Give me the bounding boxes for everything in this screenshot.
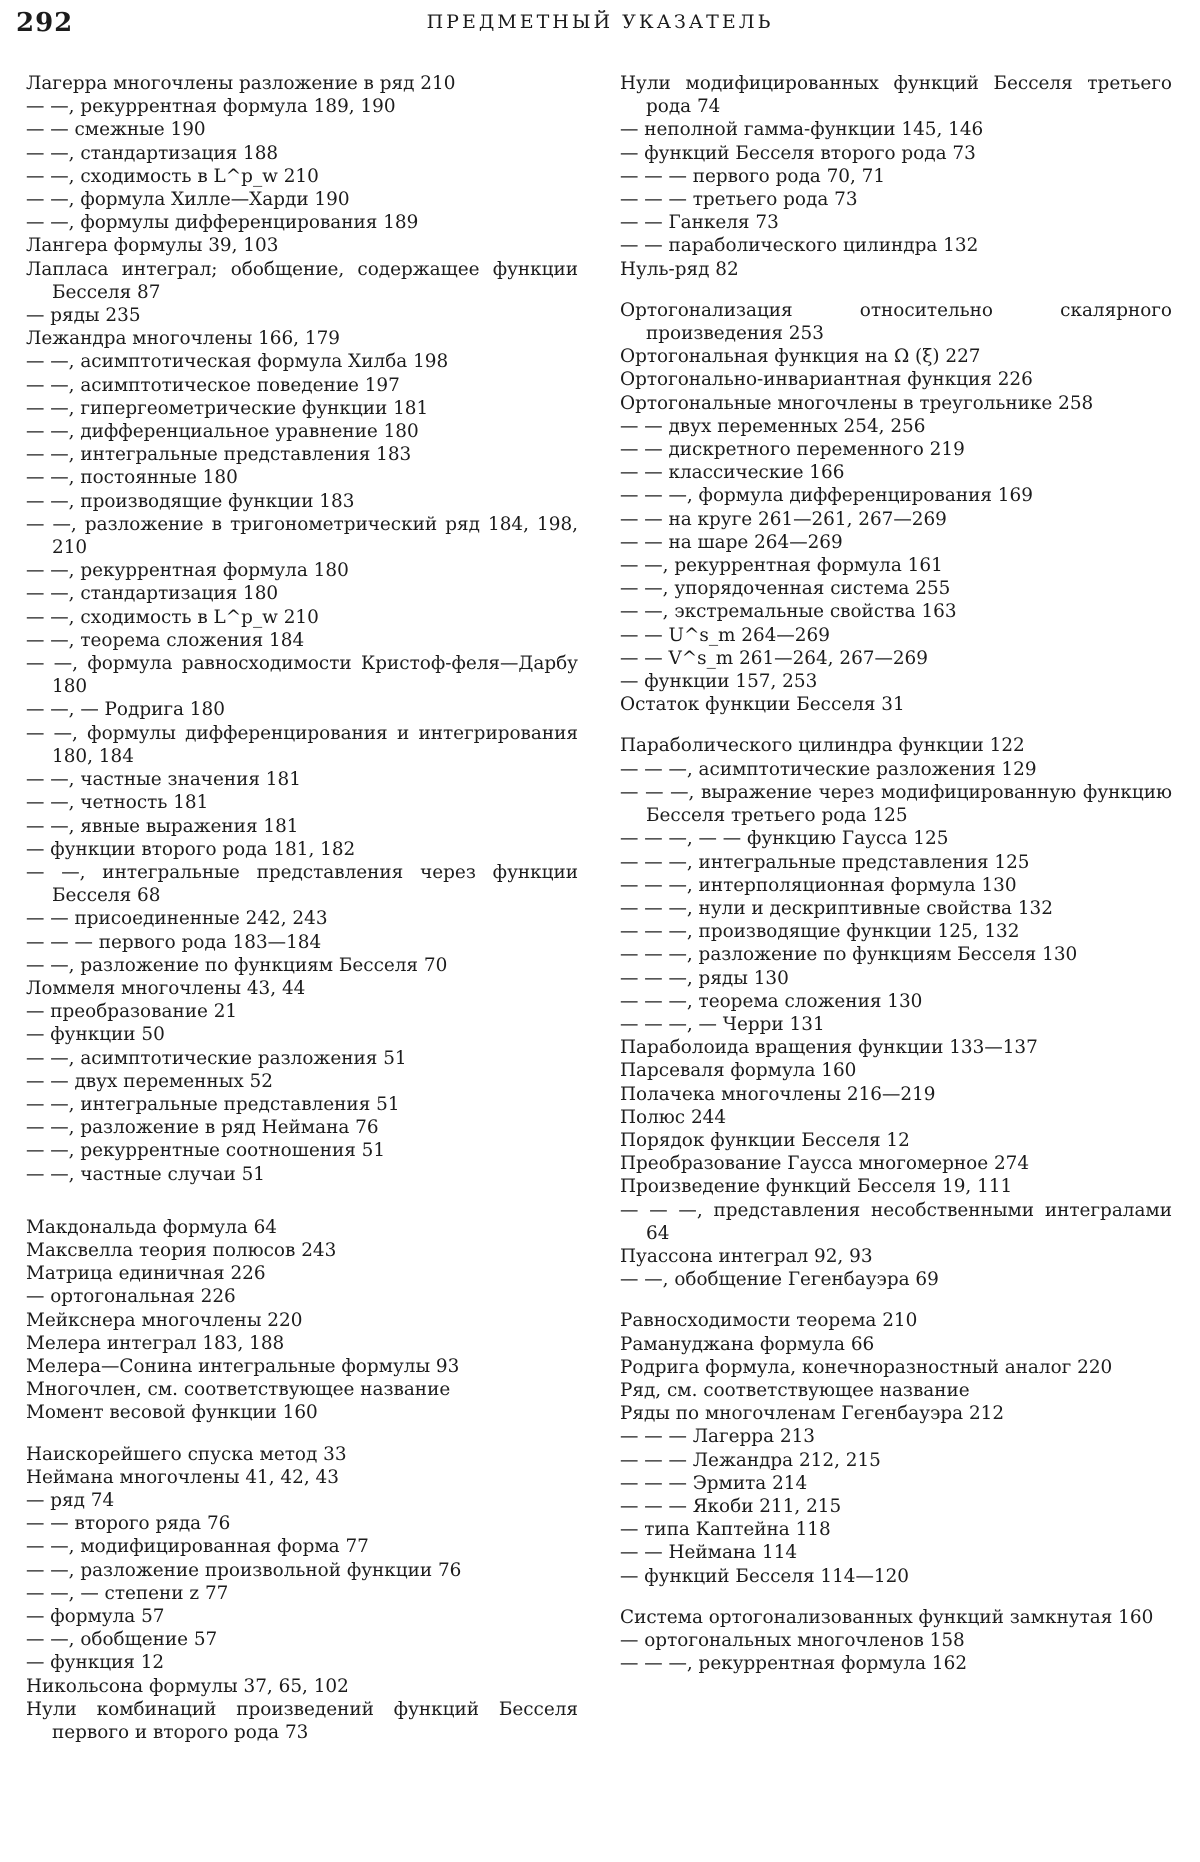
- index-entry: — — —, — — функцию Гаусса 125: [620, 827, 1172, 850]
- index-entry: — —, формула Хилле—Харди 190: [26, 188, 578, 211]
- index-entry: — —, экстремальные свойства 163: [620, 600, 1172, 623]
- index-entry: — —, постоянные 180: [26, 466, 578, 489]
- index-column-left: [26, 72, 578, 1744]
- index-entry: — —, производящие функции 183: [26, 490, 578, 513]
- index-entry: — — смежные 190: [26, 118, 578, 141]
- index-entry: — — двух переменных 254, 256: [620, 415, 1172, 438]
- index-entry: — —, теорема сложения 184: [26, 629, 578, 652]
- index-entry: — —, интегральные представления через функции Бесселя 68: [26, 861, 578, 907]
- index-entry: — —, дифференциальное уравнение 180: [26, 420, 578, 443]
- index-entry: — —, интегральные представления 183: [26, 443, 578, 466]
- index-entry: Нули комбинаций произведений функций Бесселя первого и второго рода 73: [26, 1698, 578, 1744]
- section-gap: [620, 716, 1172, 734]
- index-entry: — функции 50: [26, 1023, 578, 1046]
- index-entry: — — дискретного переменного 219: [620, 438, 1172, 461]
- index-entry: Ряд, см. соответствующее название: [620, 1379, 1172, 1402]
- index-entry: — — — первого рода 183—184: [26, 931, 578, 954]
- index-entry: — функции 157, 253: [620, 670, 1172, 693]
- index-entry: — — —, теорема сложения 130: [620, 990, 1172, 1013]
- index-entry: Ортогональные многочлены в треугольнике 258: [620, 392, 1172, 415]
- index-entry: — —, разложение в ряд Неймана 76: [26, 1116, 578, 1139]
- index-entry: — — — Эрмита 214: [620, 1472, 1172, 1495]
- index-entry: Нули модифицированных функций Бесселя третьего рода 74: [620, 72, 1172, 118]
- index-entry: — —, асимптотическое поведение 197: [26, 374, 578, 397]
- index-entry: — —, гипергеометрические функции 181: [26, 397, 578, 420]
- index-entry: Наискорейшего спуска метод 33: [26, 1443, 578, 1466]
- index-entry: — —, рекуррентные соотношения 51: [26, 1139, 578, 1162]
- section-gap: [620, 1588, 1172, 1606]
- index-entry: — —, модифицированная форма 77: [26, 1535, 578, 1558]
- running-head: ПРЕДМЕТНЫЙ УКАЗАТЕЛЬ: [0, 11, 1200, 33]
- index-entry: — —, формула равносходимости Кристоф-феля—Дарбу 180: [26, 652, 578, 698]
- section-gap: [26, 1186, 578, 1216]
- index-entry: — — —, формула дифференцирования 169: [620, 484, 1172, 507]
- index-entry: — —, явные выражения 181: [26, 815, 578, 838]
- index-entry: Макдональда формула 64: [26, 1216, 578, 1239]
- index-entry: Произведение функций Бесселя 19, 111: [620, 1175, 1172, 1198]
- index-entry: Максвелла теория полюсов 243: [26, 1239, 578, 1262]
- index-entry: Ряды по многочленам Гегенбауэра 212: [620, 1402, 1172, 1425]
- index-entry: — ортогональная 226: [26, 1285, 578, 1308]
- index-entry: — — —, интерполяционная формула 130: [620, 874, 1172, 897]
- index-entry: — —, формулы дифференцирования и интегрирования 180, 184: [26, 722, 578, 768]
- index-entry: Ортогонализация относительно скалярного произведения 253: [620, 299, 1172, 345]
- index-entry: — функция 12: [26, 1651, 578, 1674]
- index-entry: — —, формулы дифференцирования 189: [26, 211, 578, 234]
- index-entry: Момент весовой функции 160: [26, 1401, 578, 1424]
- index-entry: — — Неймана 114: [620, 1541, 1172, 1564]
- index-entry: — —, сходимость в L^p_w 210: [26, 606, 578, 629]
- index-entry: Порядок функции Бесселя 12: [620, 1129, 1172, 1152]
- index-entry: — —, рекуррентная формула 180: [26, 559, 578, 582]
- index-entry: — — классические 166: [620, 461, 1172, 484]
- index-entry: — — V^s_m 261—264, 267—269: [620, 647, 1172, 670]
- index-entry: — — параболического цилиндра 132: [620, 234, 1172, 257]
- index-entry: — — — третьего рода 73: [620, 188, 1172, 211]
- index-entry: Остаток функции Бесселя 31: [620, 693, 1172, 716]
- index-entry: — — на шаре 264—269: [620, 531, 1172, 554]
- index-entry: Параболоида вращения функции 133—137: [620, 1036, 1172, 1059]
- index-entry: — —, — Родрига 180: [26, 698, 578, 721]
- index-entry: — — двух переменных 52: [26, 1070, 578, 1093]
- index-entry: — — —, ряды 130: [620, 967, 1172, 990]
- index-entry: — —, разложение в тригонометрический ряд 184, 198, 210: [26, 513, 578, 559]
- index-entry: — —, обобщение Гегенбауэра 69: [620, 1268, 1172, 1291]
- index-entry: — — — Лежандра 212, 215: [620, 1449, 1172, 1472]
- section-gap: [26, 1425, 578, 1443]
- index-entry: — —, стандартизация 180: [26, 582, 578, 605]
- index-column-right: [620, 72, 1172, 1675]
- index-entry: — —, стандартизация 188: [26, 142, 578, 165]
- index-entry: Полюс 244: [620, 1106, 1172, 1129]
- index-entry: Система ортогонализованных функций замкнутая 160: [620, 1606, 1172, 1629]
- index-entry: Многочлен, см. соответствующее название: [26, 1378, 578, 1401]
- index-entry: — —, частные значения 181: [26, 768, 578, 791]
- index-entry: — —, асимптотическая формула Хилба 198: [26, 350, 578, 373]
- index-entry: Равносходимости теорема 210: [620, 1309, 1172, 1332]
- index-entry: — —, разложение произвольной функции 76: [26, 1559, 578, 1582]
- index-entry: Неймана многочлены 41, 42, 43: [26, 1466, 578, 1489]
- index-entry: — — —, рекуррентная формула 162: [620, 1652, 1172, 1675]
- index-entry: — — — Якоби 211, 215: [620, 1495, 1172, 1518]
- index-entry: — — —, производящие функции 125, 132: [620, 920, 1172, 943]
- index-entry: — — второго ряда 76: [26, 1512, 578, 1535]
- index-entry: Лежандра многочлены 166, 179: [26, 327, 578, 350]
- index-entry: — —, четность 181: [26, 791, 578, 814]
- index-entry: — ортогональных многочленов 158: [620, 1629, 1172, 1652]
- index-entry: — — присоединенные 242, 243: [26, 907, 578, 930]
- section-gap: [620, 1291, 1172, 1309]
- index-entry: Параболического цилиндра функции 122: [620, 734, 1172, 757]
- index-entry: — —, частные случаи 51: [26, 1163, 578, 1186]
- index-entry: — —, рекуррентная формула 161: [620, 554, 1172, 577]
- index-entry: — — —, — Черри 131: [620, 1013, 1172, 1036]
- index-entry: — — U^s_m 264—269: [620, 624, 1172, 647]
- page-number: 292: [16, 8, 73, 38]
- index-entry: — — — первого рода 70, 71: [620, 165, 1172, 188]
- index-entry: Лапласа интеграл; обобщение, содержащее функции Бесселя 87: [26, 258, 578, 304]
- index-entry: — преобразование 21: [26, 1000, 578, 1023]
- index-entry: Лагерра многочлены разложение в ряд 210: [26, 72, 578, 95]
- index-entry: — —, — степени z 77: [26, 1582, 578, 1605]
- index-entry: — функций Бесселя второго рода 73: [620, 142, 1172, 165]
- index-entry: Матрица единичная 226: [26, 1262, 578, 1285]
- index-entry: — — Ганкеля 73: [620, 211, 1172, 234]
- index-entry: — —, упорядоченная система 255: [620, 577, 1172, 600]
- index-entry: Мелера—Сонина интегральные формулы 93: [26, 1355, 578, 1378]
- index-entry: Ортогональная функция на Ω (ξ) 227: [620, 345, 1172, 368]
- index-entry: — формула 57: [26, 1605, 578, 1628]
- index-entry: — —, разложение по функциям Бесселя 70: [26, 954, 578, 977]
- index-entry: — —, сходимость в L^p_w 210: [26, 165, 578, 188]
- index-entry: Родрига формула, конечноразностный аналог 220: [620, 1356, 1172, 1379]
- index-entry: — —, рекуррентная формула 189, 190: [26, 95, 578, 118]
- index-entry: — ряды 235: [26, 304, 578, 327]
- index-entry: Мейкснера многочлены 220: [26, 1309, 578, 1332]
- index-entry: — ряд 74: [26, 1489, 578, 1512]
- index-entry: — типа Каптейна 118: [620, 1518, 1172, 1541]
- index-entry: Пуассона интеграл 92, 93: [620, 1245, 1172, 1268]
- index-entry: — —, асимптотические разложения 51: [26, 1047, 578, 1070]
- index-entry: — —, интегральные представления 51: [26, 1093, 578, 1116]
- section-gap: [620, 281, 1172, 299]
- index-entry: — — —, асимптотические разложения 129: [620, 758, 1172, 781]
- index-entry: Мелера интеграл 183, 188: [26, 1332, 578, 1355]
- index-entry: Парсеваля формула 160: [620, 1059, 1172, 1082]
- index-entry: — — —, представления несобственными интегралами 64: [620, 1199, 1172, 1245]
- index-entry: — —, обобщение 57: [26, 1628, 578, 1651]
- index-entry: Ортогонально-инвариантная функция 226: [620, 368, 1172, 391]
- index-entry: — — —, нули и дескриптивные свойства 132: [620, 897, 1172, 920]
- index-entry: Полачека многочлены 216—219: [620, 1083, 1172, 1106]
- page-header: [0, 0, 1200, 46]
- index-entry: Ломмеля многочлены 43, 44: [26, 977, 578, 1000]
- index-entry: — — — Лагерра 213: [620, 1425, 1172, 1448]
- index-entry: — неполной гамма-функции 145, 146: [620, 118, 1172, 141]
- index-entry: Нуль-ряд 82: [620, 258, 1172, 281]
- index-entry: — функции второго рода 181, 182: [26, 838, 578, 861]
- index-entry: Преобразование Гаусса многомерное 274: [620, 1152, 1172, 1175]
- index-entry: — — на круге 261—261, 267—269: [620, 508, 1172, 531]
- index-entry: — функций Бесселя 114—120: [620, 1565, 1172, 1588]
- index-entry: — — —, выражение через модифицированную функцию Бесселя третьего рода 125: [620, 781, 1172, 827]
- index-entry: Рамануджана формула 66: [620, 1333, 1172, 1356]
- index-entry: — — —, интегральные представления 125: [620, 851, 1172, 874]
- index-entry: — — —, разложение по функциям Бесселя 130: [620, 943, 1172, 966]
- index-entry: Никольсона формулы 37, 65, 102: [26, 1675, 578, 1698]
- index-entry: Лангера формулы 39, 103: [26, 234, 578, 257]
